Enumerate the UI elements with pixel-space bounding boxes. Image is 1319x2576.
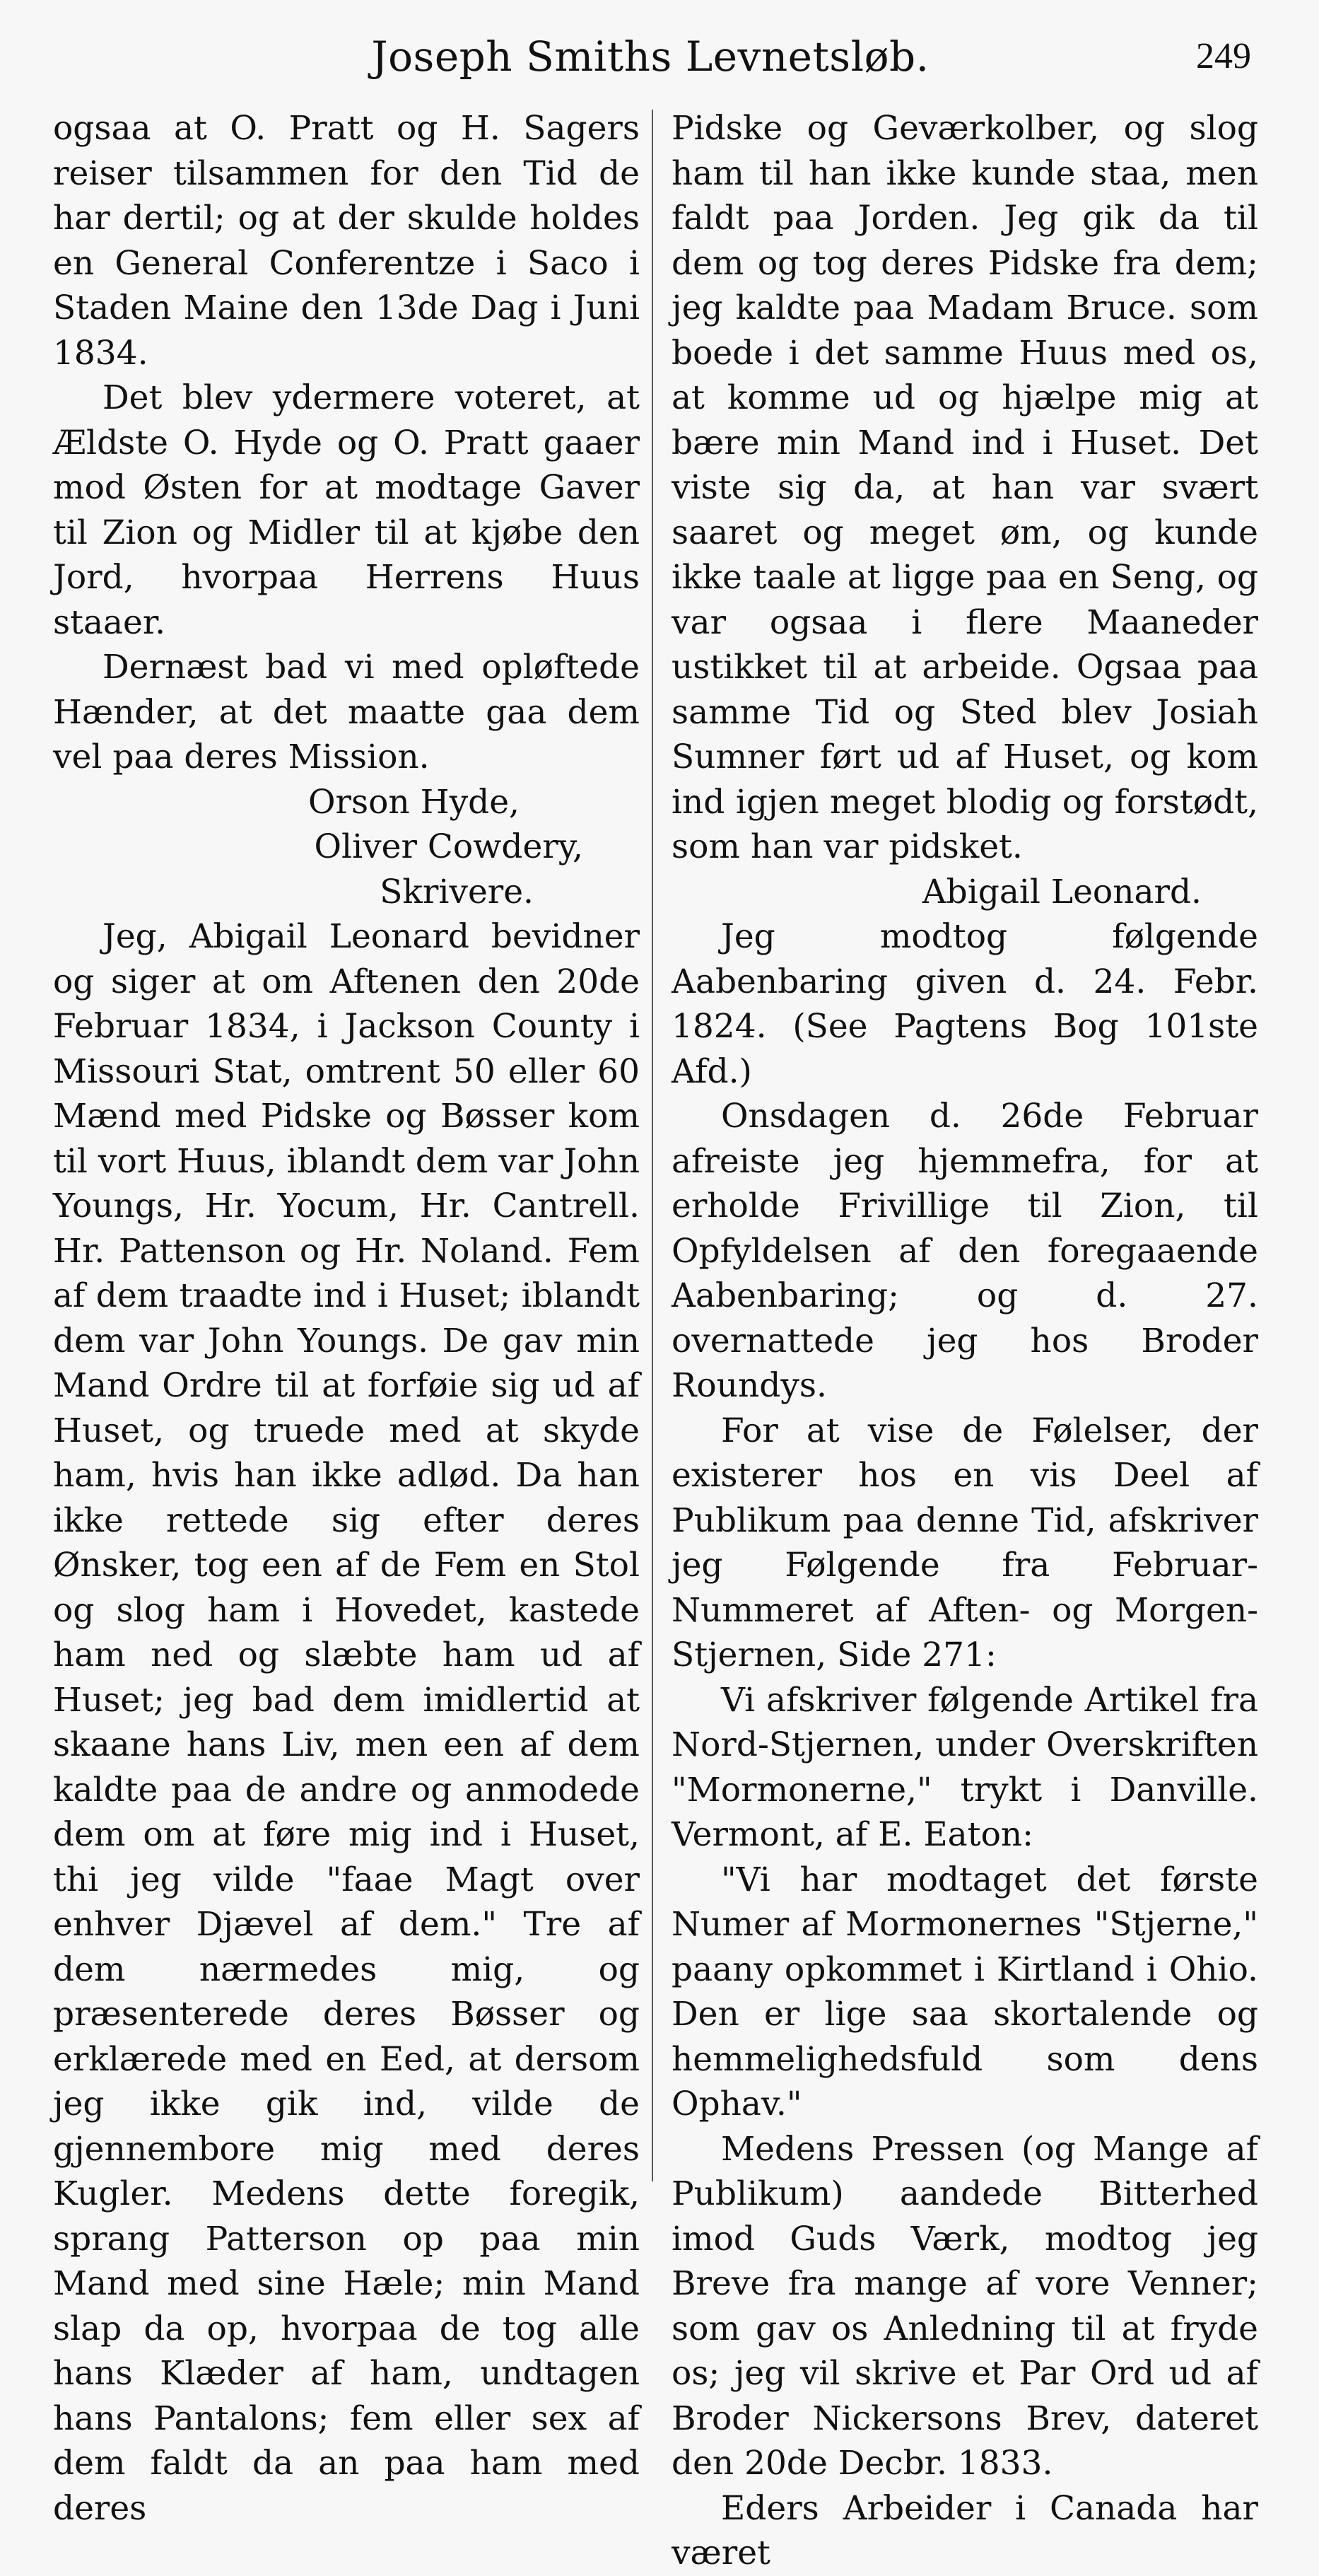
- paragraph: Medens Pressen (og Mange af Publikum) aandede Bitterhed imod Guds Værk, modtog jeg Breve fra mange af vore Venner; som gav os Anledning til at fryde os; jeg vil skrive et Par Ord ud af Broder Nickersons Brev, dateret den 20de Decbr. 1833.: [672, 2129, 1258, 2483]
- page-number: 249: [1196, 36, 1251, 76]
- paragraph: Dernæst bad vi med opløftede Hænder, at det maatte gaa dem vel paa deres Mission.: [53, 648, 640, 776]
- quoted-paragraph: "Vi har modtaget det første Numer af Mormonernes "Stjerne," paany opkommet i Kirtland i Ohio. Den er lige saa skortalende og hemmelighedsfuld som dens Ophav.": [672, 1860, 1258, 2123]
- paragraph: ogsaa at O. Pratt og H. Sagers reiser tilsammen for den Tid de har dertil; og at der skulde holdes en General Conferentze i Saco i Staden Maine den 13de Dag i Juni 1834.: [53, 109, 640, 373]
- signature-line: Oliver Cowdery,: [314, 827, 583, 866]
- paragraph: Onsdagen d. 26de Februar afreiste jeg hjemmefra, for at erholde Frivillige til Zion, til Opfyldelsen af den foregaaende Aabenbaring; og d. 27. overnattede jeg hos Broder Roundys.: [672, 1097, 1258, 1405]
- paragraph: Det blev ydermere voteret, at Ældste O. Hyde og O. Pratt gaaer mod Østen for at modtage Gaver til Zion og Midler til at kjøbe den Jord, hvorpaa Herrens Huus staaer.: [53, 378, 640, 642]
- paragraph: Pidske og Geværkolber, og slog ham til han ikke kunde staa, men faldt paa Jorden. Jeg gik da til dem og tog deres Pidske fra dem; jeg kaldte paa Madam Bruce. som boede i det samme Huus med os, at komme ud og hjælpe mig at bære min Mand ind i Huset. Det viste sig da, at han var svært saaret og meget øm, og kunde ikke taale at ligge paa en Seng, og var ogsaa i flere Maaneder ustikket til at arbeide. Ogsaa paa samme Tid og Sted blev Josiah Sumner ført ud af Huset, og kom ind igjen meget blodig og forstødt, som han var pidsket.: [672, 109, 1258, 866]
- signature-line: Orson Hyde,: [307, 782, 520, 822]
- paragraph: Vi afskriver følgende Artikel fra Nord-Stjernen, under Overskriften "Mormonerne," trykt i Danville. Vermont, af E. Eaton:: [672, 1680, 1258, 1854]
- right-column: [672, 106, 1258, 2572]
- page-header: [49, 28, 1251, 85]
- signature-line: Abigail Leonard.: [922, 872, 1202, 911]
- column-divider: [652, 110, 653, 2181]
- paragraph: Jeg modtog følgende Aabenbaring given d. 24. Febr. 1824. (See Pagtens Bog 101ste Afd.): [672, 917, 1258, 1091]
- signature-line: Skrivere.: [380, 872, 534, 911]
- left-column: [53, 106, 640, 2528]
- paragraph: Jeg, Abigail Leonard bevidner og siger at om Aftenen den 20de Februar 1834, i Jackson County i Missouri Stat, omtrent 50 eller 60 Mænd med Pidske og Bøsser kom til vort Huus, iblandt dem var John Youngs, Hr. Yocum, Hr. Cantrell. Hr. Pattenson og Hr. Noland. Fem af dem traadte ind i Huset; iblandt dem var John Youngs. De gav min Mand Ordre til at forføie sig ud af Huset, og truede med at skyde ham, hvis han ikke adlød. Da han ikke rettede sig efter deres Ønsker, tog een af de Fem en Stol og slog ham i Hovedet, kastede ham ned og slæbte ham ud af Huset; jeg bad dem imidlertid at skaane hans Liv, men een af dem kaldte paa de andre og anmodede dem om at føre mig ind i Huset, thi jeg vilde "faae Magt over enhver Djævel af dem." Tre af dem nærmedes mig, og præsenterede deres Bøsser og erklærede med en Eed, at dersom jeg ikke gik ind, vilde de gjennembore mig med deres Kugler. Medens dette foregik, sprang Patterson op paa min Mand med sine Hæle; min Mand slap da op, hvorpaa de tog alle hans Klæder af ham, undtagen hans Pantalons; fem eller sex af dem faldt da an paa ham med deres: [53, 917, 640, 2528]
- paragraph: For at vise de Følelser, der existerer hos en vis Deel af Publikum paa denne Tid, afskriver jeg Følgende fra Februar-Nummeret af Aften- og Morgen-Stjernen, Side 271:: [672, 1411, 1258, 1674]
- running-title: Joseph Smiths Levnetsløb.: [371, 33, 930, 81]
- paragraph: Eders Arbeider i Canada har været: [672, 2488, 1258, 2572]
